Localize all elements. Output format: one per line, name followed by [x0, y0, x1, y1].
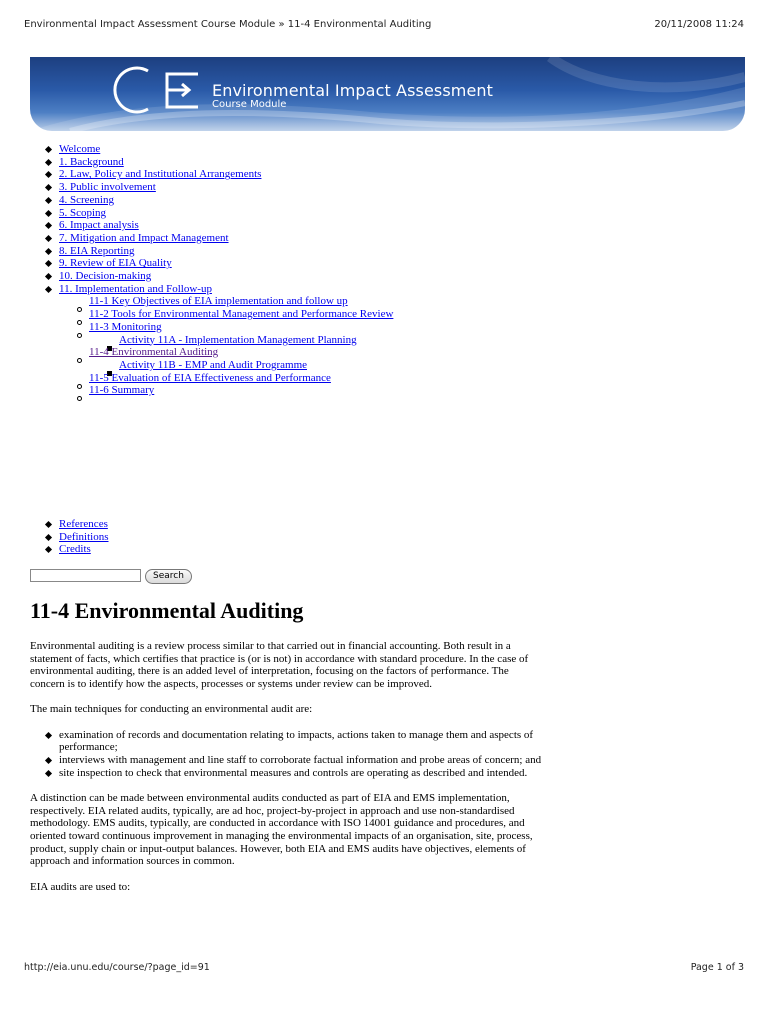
article-paragraph: EIA audits are used to: [30, 880, 131, 893]
nav-sublink[interactable]: 11-6 Summary [89, 384, 155, 397]
article-paragraph: The main techniques for conducting an environmental audit are: [30, 703, 313, 716]
nav-item-definitions [59, 531, 109, 544]
print-header-title: Environmental Impact Assessment Course Module » 11-4 Environmental Auditing [24, 19, 432, 30]
search-button[interactable]: Search [145, 569, 192, 584]
nav-subitem-activity-11a [59, 334, 393, 347]
nav-sublink-current[interactable]: 11-4 Environmental Auditing [89, 346, 219, 359]
nav-link[interactable]: Welcome [59, 143, 101, 155]
list-item: examination of records and documentation relating to impacts, actions taken to manage them and aspects of performance; [59, 729, 545, 754]
nav-item-screening [59, 194, 393, 207]
nav-subitem-11-4-current [59, 346, 393, 359]
print-header-datetime: 20/11/2008 11:24 [654, 19, 744, 30]
nav-sublink[interactable]: 11-3 Monitoring [89, 320, 162, 333]
nav-link[interactable]: 5. Scoping [59, 206, 107, 219]
nav-item-law-policy [59, 168, 393, 181]
nav-link[interactable]: 2. Law, Policy and Institutional Arrangements [59, 168, 262, 181]
print-footer-page-number: Page 1 of 3 [690, 962, 744, 973]
search-input[interactable] [30, 569, 141, 582]
nav-link[interactable]: 3. Public involvement [59, 181, 156, 194]
nav-subitem-11-2 [59, 308, 393, 321]
nav-item-public-involvement [59, 181, 393, 194]
resource-navigation [59, 518, 109, 556]
techniques-list [30, 729, 545, 780]
nav-subitem-11-6 [59, 384, 393, 397]
nav-item-decision-making [59, 270, 393, 283]
nav-item-eia-reporting [59, 245, 393, 258]
nav-link[interactable]: 11. Implementation and Follow-up [59, 282, 212, 295]
nav-link[interactable]: 1. Background [59, 155, 124, 168]
print-footer-url: http://eia.unu.edu/course/?page_id=91 [24, 962, 210, 973]
nav-item-references [59, 518, 109, 531]
nav-item-review [59, 257, 393, 270]
nav-item-mitigation [59, 232, 393, 245]
nav-item-credits [59, 543, 109, 556]
list-item: interviews with management and line staff to corroborate factual information and probe areas of concern; and [59, 754, 545, 767]
nav-item-impact-analysis [59, 219, 393, 232]
article-paragraph: A distinction can be made between environmental audits conducted as part of EIA and EMS implementation, respectively. EIA related audits, typically, are ad hoc, project-by-project in approach and use non-standardised methodology. EMS audits, typically, are conducted in accordance with ISO 14001 guidance and procedures, and oriented toward continuous improvement in managing the environmental impacts of an organisation, site, process, product, supply chain or input-output balances. However, both EIA and EMS audits have objectives, elements of approach and information sources in common. [30, 791, 533, 868]
nav-sublink[interactable]: 11-2 Tools for Environmental Management and Performance Review [89, 308, 394, 321]
nav-sublink[interactable]: Activity 11B - EMP and Audit Programme [119, 358, 308, 371]
course-navigation [59, 143, 393, 397]
nav-sublink[interactable]: 11-1 Key Objectives of EIA implementation and follow up [89, 295, 348, 308]
nav-link[interactable]: References [59, 518, 108, 530]
nav-item-scoping [59, 207, 393, 220]
nav-link[interactable]: 9. Review of EIA Quality [59, 257, 172, 270]
article-body [30, 640, 545, 906]
nav-link[interactable]: 4. Screening [59, 193, 114, 206]
nav-sublink[interactable]: Activity 11A - Implementation Management Planning [119, 333, 357, 346]
nav-link[interactable]: Definitions [59, 530, 109, 543]
nav-subitem-11-5 [59, 372, 393, 385]
nav-sublink[interactable]: 11-5 Evaluation of EIA Effectiveness and Performance [89, 371, 331, 384]
nav-link[interactable]: 6. Impact analysis [59, 219, 139, 232]
nav-subitem-11-3 [59, 321, 393, 334]
page-title: 11-4 Environmental Auditing [30, 598, 304, 623]
banner-title: Environmental Impact Assessment [212, 81, 493, 100]
site-banner[interactable] [30, 57, 745, 131]
nav-link[interactable]: 10. Decision-making [59, 270, 152, 283]
nav-item-background [59, 156, 393, 169]
nav-link[interactable]: Credits [59, 543, 91, 556]
nav-subitem-11-1 [59, 295, 393, 308]
list-item: site inspection to check that environmental measures and controls are operating as described and intended. [59, 767, 545, 780]
nav-item-implementation [59, 283, 393, 296]
banner-subtitle: Course Module [212, 99, 287, 110]
nav-link[interactable]: 8. EIA Reporting [59, 244, 135, 257]
nav-item-welcome [59, 143, 393, 156]
nav-link[interactable]: 7. Mitigation and Impact Management [59, 231, 229, 244]
article-paragraph: Environmental auditing is a review process similar to that carried out in financial accounting. Both result in a statement of facts, which certifies that practice is (or is not) in accordance with standard procedure. In the case of environmental auditing, there is an added level of interpretation, focusing on the factors of performance. The concern is to identify how the aspects, processes or systems under review can be improved. [30, 640, 529, 691]
nav-subitem-activity-11b [59, 359, 393, 372]
